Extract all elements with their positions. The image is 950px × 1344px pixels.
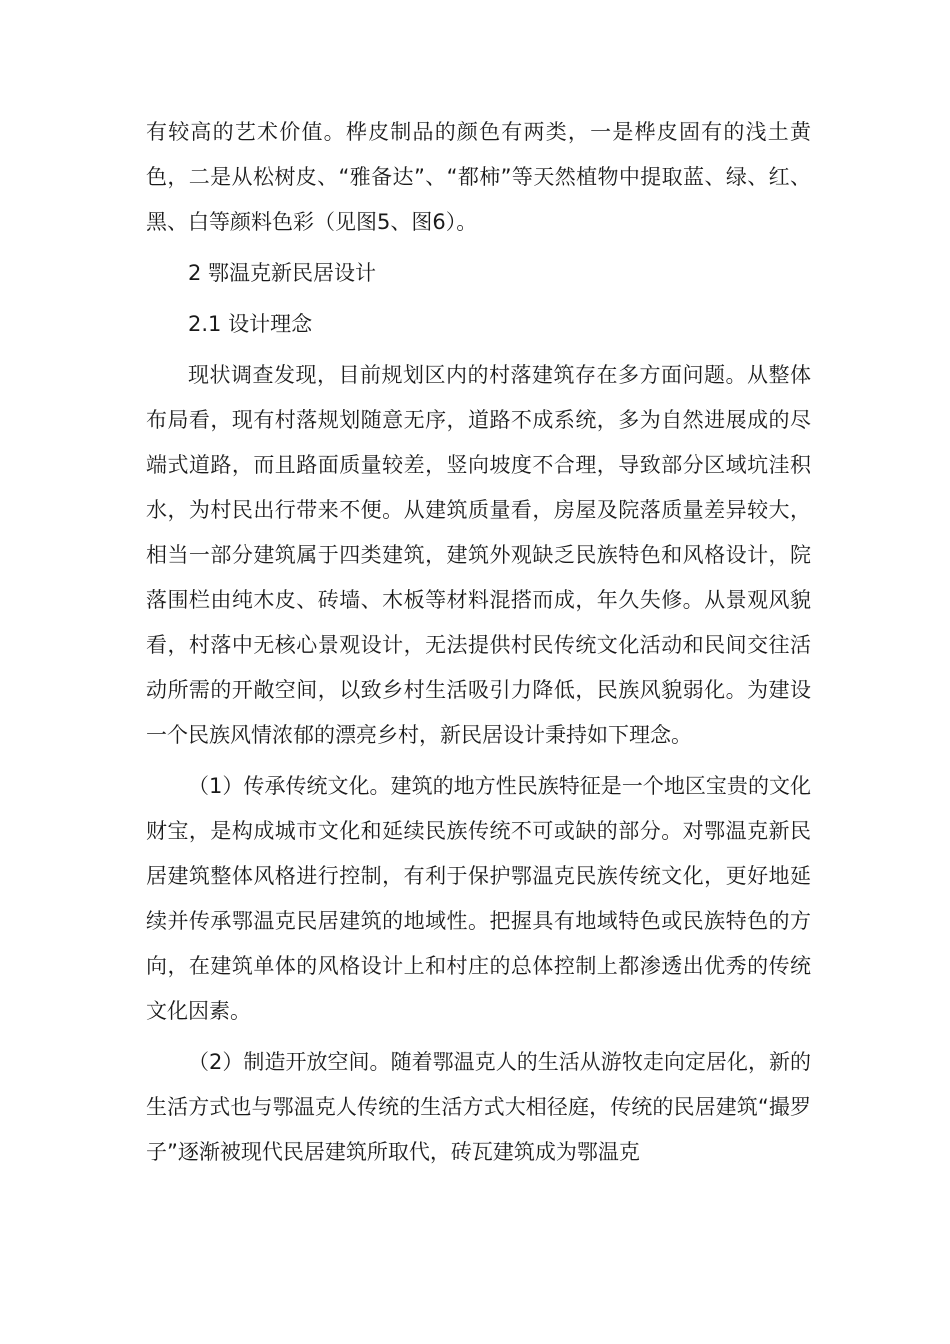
section-heading: 2 鄂温克新民居设计 (188, 261, 377, 285)
paragraph-open-space: （2）制造开放空间。随着鄂温克人的生活从游牧走向定居化，新的生活方式也与鄂温克人传统的生活方式大相径庭，传统的民居建筑“撮罗子”逐渐被现代民居建筑所取代，砖瓦建筑成为鄂温克 (146, 1050, 811, 1164)
paragraph-continuation: 有较高的艺术价值。桦皮制品的颜色有两类，一是桦皮固有的浅土黄色，二是从松树皮、“雅备达”、“都柿”等天然植物中提取蓝、绿、红、黑、白等颜料色彩（见图5、图6）。 (146, 120, 811, 234)
paragraph-inherit-culture: （1）传承传统文化。建筑的地方性民族特征是一个地区宝贵的文化财宝，是构成城市文化和延续民族传统不可或缺的部分。对鄂温克新民居建筑整体风格进行控制，有利于保护鄂温克民族传统文化，更好地延续并传承鄂温克民居建筑的地域性。把握具有地域特色或民族特色的方向，在建筑单体的风格设计上和村庄的总体控制上都渗透出优秀的传统文化因素。 (146, 774, 811, 1023)
subsection-heading: 2.1 设计理念 (188, 312, 313, 336)
document-body (146, 110, 811, 1175)
paragraph-survey: 现状调查发现，目前规划区内的村落建筑存在多方面问题。从整体布局看，现有村落规划随意无序，道路不成系统，多为自然进展成的尽端式道路，而且路面质量较差，竖向坡度不合理，导致部分区域坑洼积水，为村民出行带来不便。从建筑质量看，房屋及院落质量差异较大，相当一部分建筑属于四类建筑，建筑外观缺乏民族特色和风格设计，院落围栏由纯木皮、砖墙、木板等材料混搭而成，年久失修。从景观风貌看，村落中无核心景观设计，无法提供村民传统文化活动和民间交往活动所需的开敞空间，以致乡村生活吸引力降低，民族风貌弱化。为建设一个民族风情浓郁的漂亮乡村，新民居设计秉持如下理念。 (146, 363, 811, 747)
